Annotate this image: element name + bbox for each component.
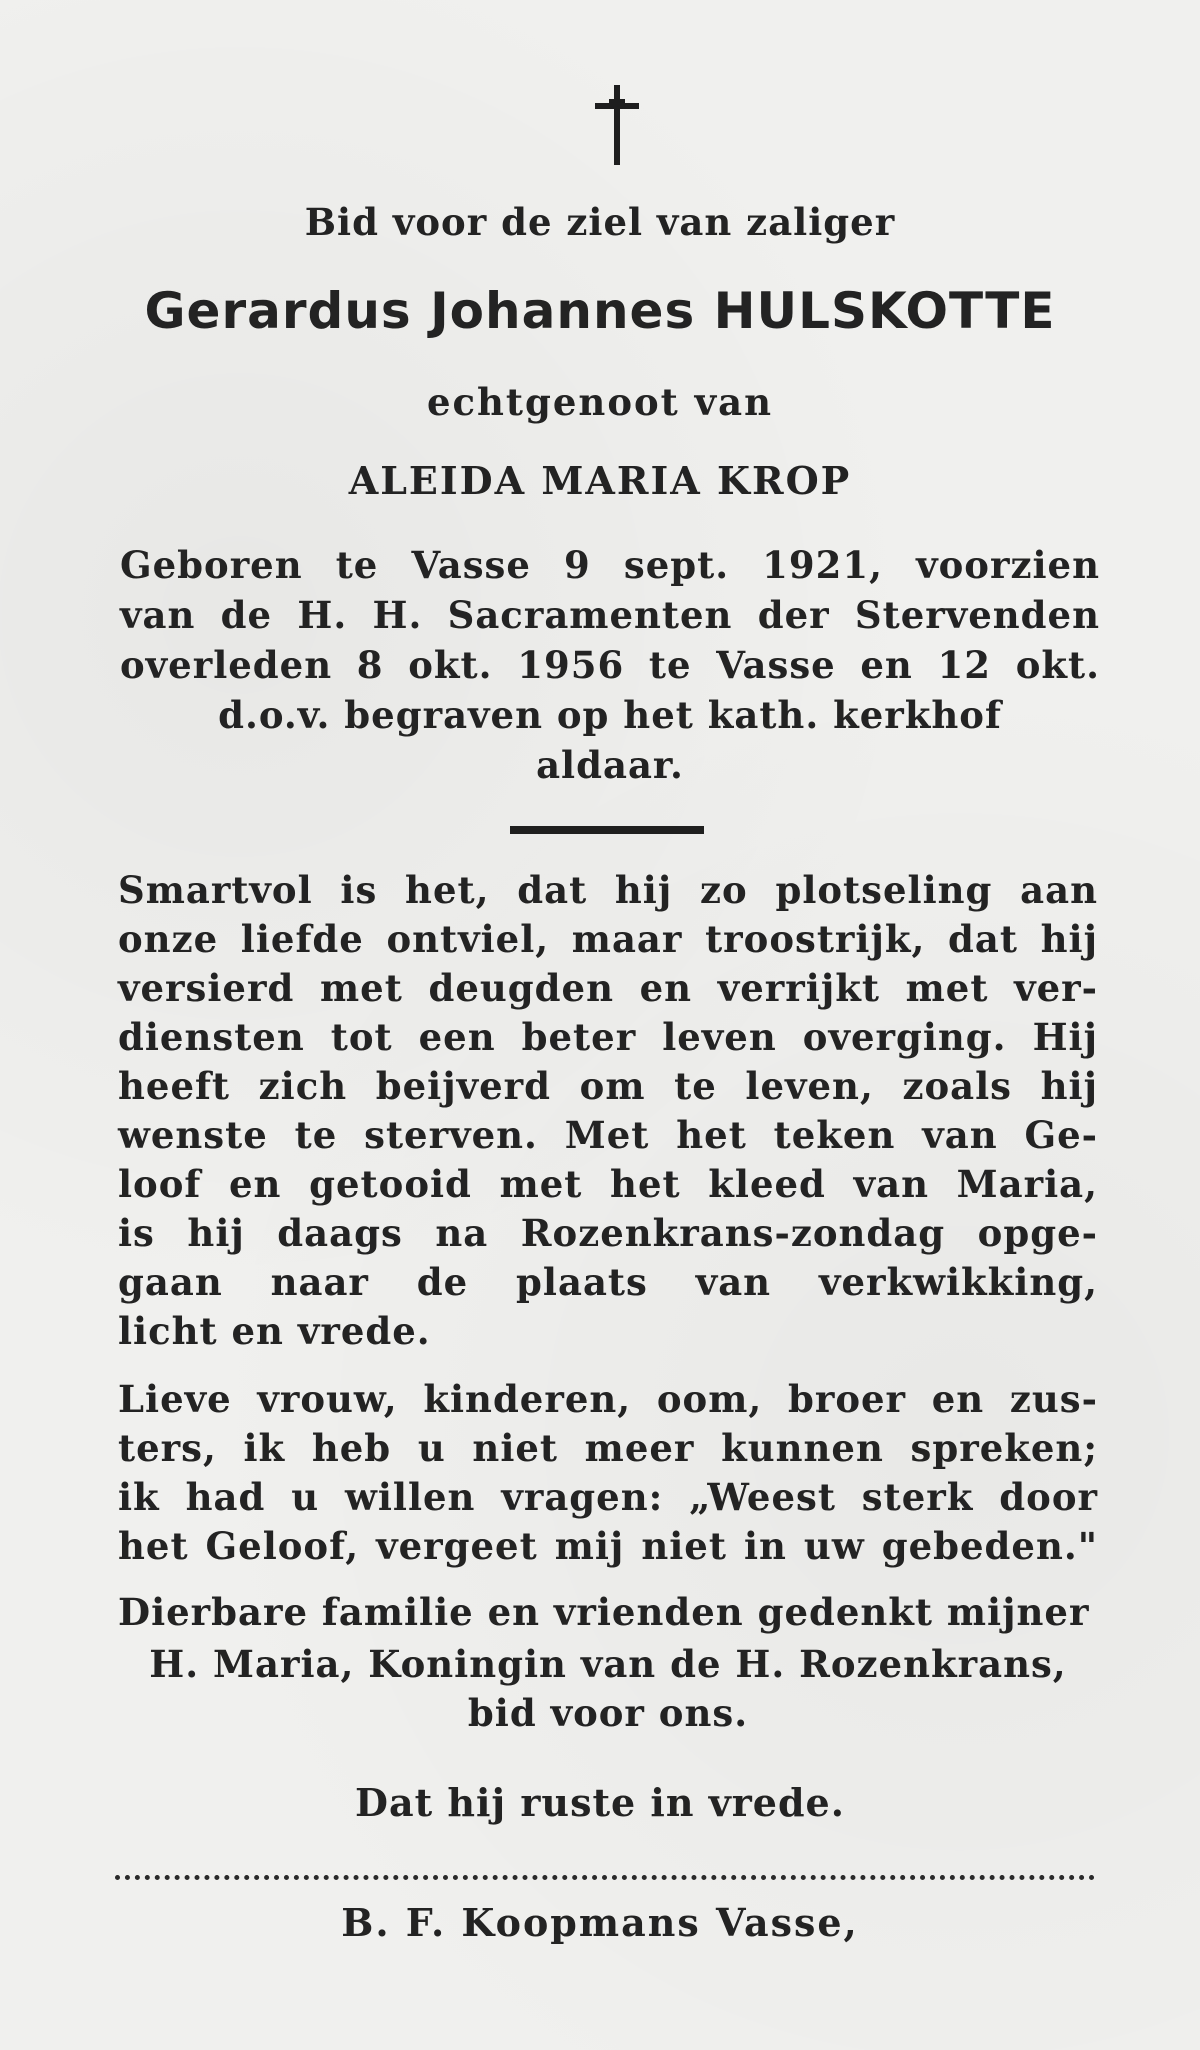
text-line: Smartvol is het, dat hij zo plotseling aan xyxy=(118,868,1098,912)
life-line: van de H. H. Sacramenten der Stervenden xyxy=(120,593,1100,637)
cross-icon xyxy=(593,85,641,165)
text-line: Dierbare familie en vrienden gedenkt mijner xyxy=(118,1590,1090,1634)
text-line: licht en vrede. xyxy=(118,1309,431,1353)
text-line: bid voor ons. xyxy=(467,1691,749,1735)
farewell-paragraph xyxy=(118,1375,1098,1571)
closing-line: Dat hij ruste in vrede. xyxy=(355,1780,845,1825)
divider-rule xyxy=(510,826,704,834)
text-line: loof en getooid met het kleed van Maria, xyxy=(118,1162,1098,1206)
invocation xyxy=(118,1640,1098,1738)
prayer-intro: Bid voor de ziel van zaliger xyxy=(304,200,896,244)
text-line: onze liefde ontviel, maar troostrijk, dat hij xyxy=(118,917,1098,961)
life-line: overleden 8 okt. 1956 te Vasse en 12 okt. xyxy=(120,643,1100,687)
life-line: Geboren te Vasse 9 sept. 1921, voorzien xyxy=(120,543,1100,587)
life-details xyxy=(120,540,1100,790)
text-line: diensten tot een beter leven overging. Hij xyxy=(118,1015,1098,1059)
life-line: d.o.v. begraven op het kath. kerkhof xyxy=(218,693,1002,737)
text-line: ters, ik heb u niet meer kunnen spreken; xyxy=(118,1426,1098,1470)
text-line: wenste te sterven. Met het teken van Ge- xyxy=(118,1113,1098,1157)
dotted-divider xyxy=(115,1875,1095,1880)
spouse-intro: echtgenoot van xyxy=(426,380,774,424)
text-line: versierd met deugden en verrijkt met ver- xyxy=(118,966,1098,1010)
deceased-name: Gerardus Johannes HULSKOTTE xyxy=(144,282,1056,340)
text-line: heeft zich beijverd om te leven, zoals hij xyxy=(118,1064,1098,1108)
spouse-name: ALEIDA MARIA KROP xyxy=(348,458,852,503)
text-line: is hij daags na Rozenkrans-zondag opge- xyxy=(118,1211,1098,1255)
text-line: H. Maria, Koningin van de H. Rozenkrans, xyxy=(149,1642,1067,1686)
remembrance-line xyxy=(118,1588,1098,1637)
text-line: het Geloof, vergeet mij niet in uw gebeden." xyxy=(118,1524,1098,1568)
text-line: ik had u willen vragen: „Weest sterk door xyxy=(118,1475,1098,1519)
life-line: aldaar. xyxy=(536,743,684,787)
printer-credit: B. F. Koopmans Vasse, xyxy=(341,1900,859,1945)
text-line: Lieve vrouw, kinderen, oom, broer en zus- xyxy=(118,1377,1098,1421)
consolation-paragraph xyxy=(118,866,1098,1356)
text-line: gaan naar de plaats van verkwikking, xyxy=(118,1260,1098,1304)
